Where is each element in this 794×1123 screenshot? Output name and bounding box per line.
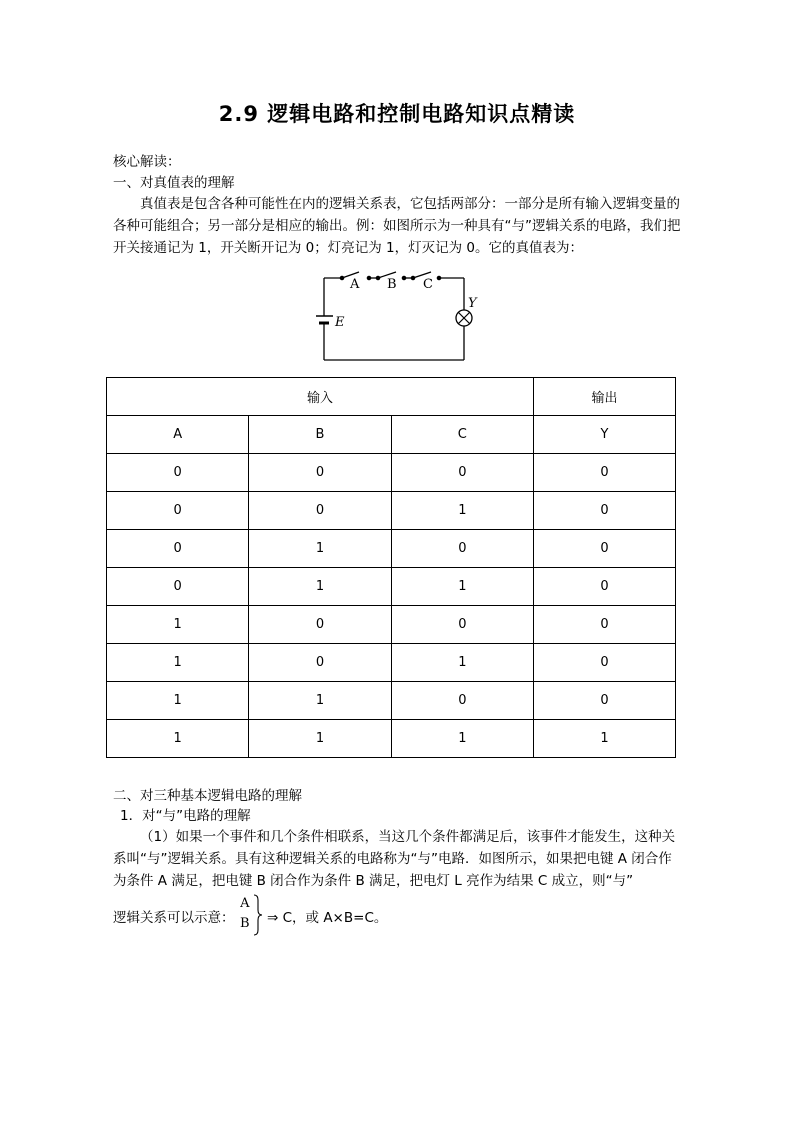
table-cell: 0 — [534, 644, 676, 682]
table-cell: 0 — [534, 530, 676, 568]
table-cell: 0 — [107, 454, 249, 492]
section2-subheading: 1．对“与”电路的理解 — [120, 808, 251, 824]
page-title: 2.9 逻辑电路和控制电路知识点精读 — [218, 102, 576, 126]
column-header-a: A — [107, 416, 249, 454]
table-cell: 0 — [391, 454, 533, 492]
table-cell: 1 — [391, 568, 533, 606]
table-row — [107, 644, 676, 682]
section1-paragraph: 真值表是包含各种可能性在内的逻辑关系表，它包括两部分：一部分是所有输入逻辑变量的各种可能组合；另一部分是相应的输出。例：如图所示为一种具有“与”逻辑关系的电路，我们把开关接通记为 1，开关断开记为 0；灯亮记为 1，灯灭记为 0。它的真值表为： — [113, 196, 681, 256]
table-cell: 0 — [534, 492, 676, 530]
battery-label: E — [335, 315, 345, 330]
table-row — [107, 682, 676, 720]
table-cell: 0 — [534, 606, 676, 644]
table-cell: 1 — [249, 720, 391, 758]
table-cell: 1 — [249, 530, 391, 568]
table-cell: 0 — [391, 530, 533, 568]
table-cell: 0 — [534, 682, 676, 720]
formula-input-b: B — [240, 916, 250, 931]
formula-input-a: A — [240, 896, 250, 911]
table-group-header-row — [107, 378, 676, 416]
truth-table — [106, 377, 676, 758]
column-header-b: B — [249, 416, 391, 454]
section2-heading: 二、对三种基本逻辑电路的理解 — [113, 788, 302, 804]
table-cell: 1 — [249, 682, 391, 720]
switch-label-c: C — [423, 277, 433, 292]
table-cell: 0 — [391, 682, 533, 720]
table-cell: 1 — [391, 644, 533, 682]
table-cell: 0 — [107, 568, 249, 606]
table-cell: 1 — [107, 720, 249, 758]
output-group-header: 输出 — [534, 378, 676, 416]
intro-label: 核心解读： — [113, 154, 181, 170]
section1-heading: 一、对真值表的理解 — [113, 175, 235, 191]
table-cell: 0 — [107, 530, 249, 568]
table-cell: 1 — [107, 606, 249, 644]
table-row — [107, 492, 676, 530]
lamp-label: Y — [468, 296, 477, 311]
formula-result: ⇒ C，或 A×B=C。 — [267, 910, 388, 926]
table-cell: 1 — [534, 720, 676, 758]
table-cell: 0 — [249, 454, 391, 492]
lamp-symbol — [456, 310, 472, 326]
table-row — [107, 530, 676, 568]
column-header-c: C — [391, 416, 533, 454]
section2-paragraph: （1）如果一个事件和几个条件相联系，当这几个条件都满足后，该事件才能发生，这种关系叫“与”逻辑关系。具有这种逻辑关系的电路称为“与”电路．如图所示，如果把电键 A 闭合作为条件 A 满足，把电键 B 闭合作为条件 B 满足，把电灯 L 亮作为结果 C 成立，则“与” — [113, 829, 676, 889]
table-row — [107, 606, 676, 644]
table-cell: 1 — [391, 492, 533, 530]
table-column-header-row — [107, 416, 676, 454]
switch-label-a: A — [350, 277, 360, 292]
formula-inputs — [240, 894, 250, 934]
formula-prefix: 逻辑关系可以示意： — [113, 910, 235, 926]
column-header-y: Y — [534, 416, 676, 454]
table-cell: 1 — [107, 682, 249, 720]
table-row — [107, 568, 676, 606]
switch-label-b: B — [387, 277, 397, 292]
table-row — [107, 454, 676, 492]
table-cell: 0 — [107, 492, 249, 530]
table-cell: 1 — [249, 568, 391, 606]
table-row — [107, 720, 676, 758]
right-brace-icon — [253, 894, 263, 936]
table-cell: 1 — [107, 644, 249, 682]
table-cell: 0 — [249, 644, 391, 682]
table-cell: 0 — [534, 568, 676, 606]
and-circuit-diagram — [316, 264, 486, 366]
table-cell: 0 — [249, 492, 391, 530]
table-cell: 0 — [391, 606, 533, 644]
table-cell: 0 — [249, 606, 391, 644]
input-group-header: 输入 — [107, 378, 534, 416]
table-cell: 0 — [534, 454, 676, 492]
table-cell: 1 — [391, 720, 533, 758]
